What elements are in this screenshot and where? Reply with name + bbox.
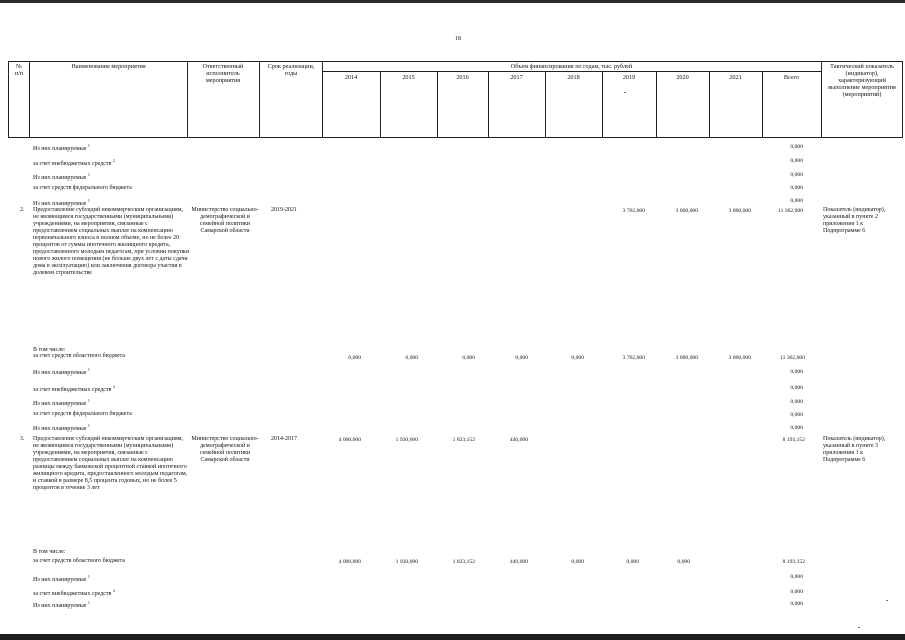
regional-total: 11 362,000 xyxy=(780,355,805,361)
value-2015: 1 930,000 xyxy=(395,437,418,443)
sub-row-total: 0,000 xyxy=(790,144,803,150)
measure-executor: Министерство социально-демографической и семейной политики Самарской области xyxy=(191,436,259,463)
header-term: Срок реализации, годы xyxy=(267,63,315,77)
header-year-2019: 2019 xyxy=(622,74,636,81)
col-line xyxy=(437,71,438,138)
header-total: Всего xyxy=(783,74,800,81)
header-year-2014: 2014 xyxy=(344,74,358,81)
sub-row-label: Из них планируемые $^1$ xyxy=(33,367,90,376)
row-number: 3. xyxy=(20,436,25,442)
regional-2019: 3 762,000 xyxy=(622,355,645,361)
regional-2018: 0,000 xyxy=(571,559,584,565)
including-label: В том числе: xyxy=(33,549,66,555)
sub-row-label: Из них планируемые $^1$ xyxy=(33,398,90,407)
value-2017: 440,000 xyxy=(509,437,528,443)
regional-2016: 0,000 xyxy=(462,355,475,361)
col-line xyxy=(709,71,710,138)
sub-row-label: за счет средств федерального бюджета xyxy=(33,185,132,191)
measure-name: Предоставление субсидий некоммерческим организациям, не являющимся государственными (муниципальными) учреждениями, на мероприятия, связанные с предоставлением социальных выплат на компенсацию первоначального взноса в полном объеме, но не более 20 процентов от суммы ипотечного жилищного кредита, предоставленного молодым педагогам, при условии покупки нового жилого помещения (не больше двух лет с даты сдачи дома в эксплуатацию) или заключения договора участия в долевом строительстве xyxy=(33,207,190,276)
regional-2017: 440,000 xyxy=(509,559,528,565)
sub-row-total: 0,000 xyxy=(790,158,803,164)
regional-2015: 0,000 xyxy=(405,355,418,361)
regional-2017: 0,000 xyxy=(515,355,528,361)
header-name: Наименование мероприятия xyxy=(71,63,146,70)
sub-row-total: 0,000 xyxy=(790,198,803,204)
col-line xyxy=(380,71,381,138)
regional-total: 8 193,152 xyxy=(782,559,805,565)
sub-row-total: 0,000 xyxy=(790,369,803,375)
regional-2014: 0,000 xyxy=(348,355,361,361)
header-year-2018: 2018 xyxy=(567,74,580,81)
including-label: В том числе: xyxy=(33,347,66,353)
scan-speck xyxy=(858,627,860,628)
col-line xyxy=(762,71,763,138)
measure-term: 2019-2021 xyxy=(271,207,297,213)
col-line xyxy=(488,71,489,138)
measure-indicator: Показатель (индикатор), указанный в пункте 3 приложения 1 к Подпрограмме 6 xyxy=(823,436,886,463)
scan-speck xyxy=(886,600,888,601)
sub-row-label: Из них планируемые $^1$ xyxy=(33,198,90,207)
value-2021: 3 800,000 xyxy=(728,208,751,214)
sub-row-total: 0,000 xyxy=(790,601,803,607)
regional-budget-label: за счет средств областного бюджета xyxy=(33,558,126,564)
regional-2019: 0,000 xyxy=(626,559,639,565)
col-line xyxy=(322,61,323,138)
sub-row-label: Из них планируемые $^1$ xyxy=(33,423,90,432)
col-line xyxy=(259,61,260,138)
sub-row-label: Из них планируемые $^1$ xyxy=(33,143,90,152)
header-year-2016: 2016 xyxy=(456,74,469,81)
header-year-2020: 2020 xyxy=(676,74,689,81)
col-line xyxy=(545,71,546,138)
value-total: 11 362,000 xyxy=(778,208,803,214)
measure-term: 2014-2017 xyxy=(271,436,297,442)
sub-row-total: 0,000 xyxy=(790,399,803,405)
sub-row-total: 0,000 xyxy=(790,185,803,191)
sub-row-label: за счет внебюджетных средств $^2$ xyxy=(33,588,115,597)
regional-2021: 3 800,000 xyxy=(728,355,751,361)
header-year-2015: 2015 xyxy=(402,74,415,81)
header-year-2017: 2017 xyxy=(510,74,523,81)
header-number: № п/п xyxy=(14,63,24,77)
header-indicator: Тактический показатель (индикатор), характеризующий выполнение мероприятия (мероприятий) xyxy=(828,63,896,98)
value-2014: 4 000,000 xyxy=(338,437,361,443)
measure-name: Предоставление субсидий некоммерческим организациям, не являющимся государственными (муниципальными) учреждениями, на мероприятия, связанные с предоставлением социальных выплат на компенсацию разницы между банковской процентной ставкой ипотечного жилищного кредита, предоставленного молодым педагогам, и ставкой в размере 8,5 процента годовых, но не более 5 процентов в течение 3 лет xyxy=(33,436,188,491)
row-number: 2. xyxy=(20,207,25,213)
scan-speck xyxy=(624,92,626,93)
sub-row-total: 0,000 xyxy=(790,172,803,178)
years-subheader-line xyxy=(322,71,821,72)
header-top-line xyxy=(8,61,903,62)
sub-row-total: 0,000 xyxy=(790,589,803,595)
sub-row-label: за счет средств федерального бюджета xyxy=(33,411,132,417)
regional-2020: 0,000 xyxy=(677,559,690,565)
sub-row-label: за счет внебюджетных средств $^2$ xyxy=(33,158,115,167)
regional-budget-label: за счет средств областного бюджета xyxy=(33,353,126,359)
regional-2016: 1 823,152 xyxy=(452,559,475,565)
sub-row-label: Из них планируемые $^1$ xyxy=(33,600,90,609)
sub-row-total: 0,000 xyxy=(790,385,803,391)
regional-2015: 1 930,000 xyxy=(395,559,418,565)
regional-2014: 4 000,000 xyxy=(338,559,361,565)
col-line xyxy=(821,61,822,138)
scan-bottom-edge xyxy=(0,634,905,640)
header-year-2021: 2021 xyxy=(729,74,742,81)
header-financing: Объем финансирования по годам, тыс. рублей xyxy=(510,63,633,70)
col-line xyxy=(902,61,903,138)
sub-row-total: 0,000 xyxy=(790,412,803,418)
value-2016: 1 823,152 xyxy=(452,437,475,443)
value-2019: 3 762,000 xyxy=(622,208,645,214)
col-line xyxy=(602,71,603,138)
sub-row-total: 0,000 xyxy=(790,574,803,580)
col-line xyxy=(29,61,30,138)
sub-row-label: Из них планируемые $^1$ xyxy=(33,172,90,181)
regional-2020: 3 800,000 xyxy=(675,355,698,361)
scan-top-edge xyxy=(0,0,905,3)
header-executor: Ответственный исполнитель мероприятия xyxy=(202,63,244,84)
sub-row-label: за счет внебюджетных средств $^2$ xyxy=(33,384,115,393)
col-line xyxy=(656,71,657,138)
regional-2018: 0,000 xyxy=(571,355,584,361)
value-2020: 3 800,000 xyxy=(675,208,698,214)
sub-row-total: 0,000 xyxy=(790,425,803,431)
value-total: 8 193,152 xyxy=(782,437,805,443)
sub-row-label: Из них планируемые $^1$ xyxy=(33,574,90,583)
header-bottom-line xyxy=(8,137,903,138)
col-line xyxy=(187,61,188,138)
measure-indicator: Показатель (индикатор), указанный в пункте 2 приложения 1 к Подпрограмме 6 xyxy=(823,207,886,234)
measure-executor: Министерство социально-демографической и семейной политики Самарской области xyxy=(191,207,259,234)
page-number: 18 xyxy=(455,36,461,42)
